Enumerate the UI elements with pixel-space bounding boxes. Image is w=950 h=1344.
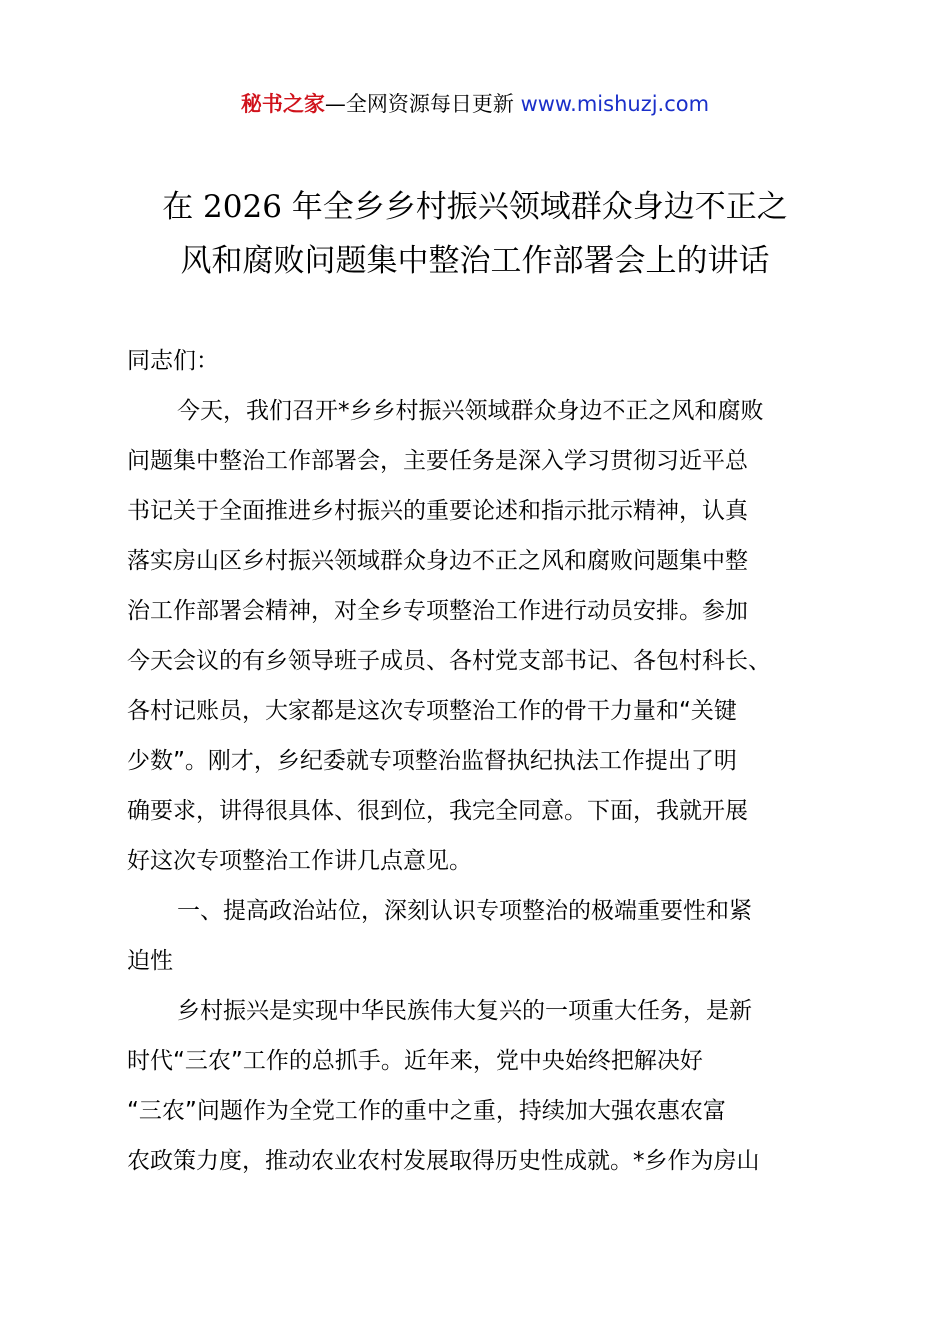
paragraph-line: 确要求，讲得很具体、很到位，我完全同意。下面，我就开展 (127, 798, 748, 824)
brand-name: 秘书之家 (240, 92, 325, 116)
paragraph-line: 问题集中整治工作部署会，主要任务是深入学习贯彻习近平总 (127, 448, 748, 474)
site-url[interactable]: www.mishuzj.com (520, 92, 710, 116)
paragraph-line: 少数”。刚才，乡纪委就专项整治监督执纪执法工作提出了明 (127, 748, 737, 774)
paragraph-line: 今天，我们召开*乡乡村振兴领域群众身边不正之风和腐败 (177, 398, 764, 424)
paragraph-line: 农政策力度，推动农业农村发展取得历史性成就。*乡作为房山 (127, 1148, 760, 1174)
section-heading-line: 迫性 (127, 948, 173, 974)
document-title (120, 180, 830, 288)
paragraph-line: 各村记账员，大家都是这次专项整治工作的骨干力量和“关键 (127, 698, 737, 724)
document-body (127, 336, 832, 1186)
paragraph-line: 时代“三农”工作的总抓手。近年来，党中央始终把解决好 (127, 1048, 703, 1074)
paragraph-line: 书记关于全面推进乡村振兴的重要论述和指示批示精神，认真 (127, 498, 748, 524)
paragraph-line: “三农”问题作为全党工作的重中之重，持续加大强农惠农富 (127, 1098, 726, 1124)
title-line-1: 在 2026 年全乡乡村振兴领域群众身边不正之 (162, 189, 788, 225)
paragraph-line: 治工作部署会精神，对全乡专项整治工作进行动员安排。参加 (127, 598, 748, 624)
paragraph-line: 好这次专项整治工作讲几点意见。 (127, 848, 472, 874)
section-heading-line: 一、提高政治站位，深刻认识专项整治的极端重要性和紧 (177, 898, 752, 924)
tagline: —全网资源每日更新 (324, 92, 514, 116)
greeting: 同志们： (127, 348, 219, 374)
title-line-2: 风和腐败问题集中整治工作部署会上的讲话 (180, 243, 770, 279)
paragraph-line: 今天会议的有乡领导班子成员、各村党支部书记、各包村科长、 (127, 648, 771, 674)
site-header (0, 88, 950, 120)
paragraph-line: 乡村振兴是实现中华民族伟大复兴的一项重大任务，是新 (177, 998, 752, 1024)
paragraph-line: 落实房山区乡村振兴领域群众身边不正之风和腐败问题集中整 (127, 548, 748, 574)
